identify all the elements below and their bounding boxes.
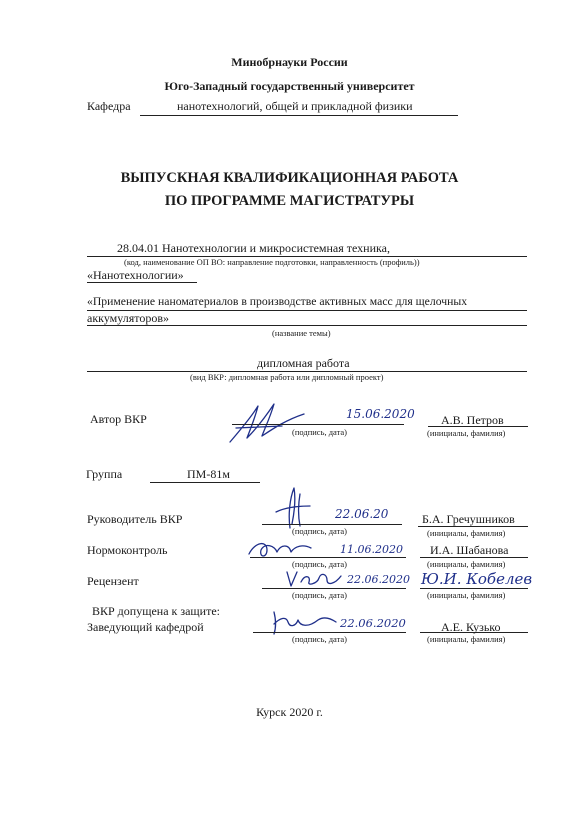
profile-underline (87, 282, 197, 283)
work-type-hint: (вид ВКР: дипломная работа или дипломный проект) (190, 372, 384, 382)
author-name-hint: (инициалы, фамилия) (427, 428, 506, 438)
program-hint: (код, наименование ОП ВО: направление подготовки, направленность (профиль)) (124, 257, 420, 267)
program-code-name: 28.04.01 Нанотехнологии и микросистемная техника, (117, 241, 390, 255)
department-name: нанотехнологий, общей и прикладной физики (177, 99, 413, 113)
author-sign-hint: (подпись, дата) (292, 427, 348, 437)
supervisor-name-underline (418, 526, 528, 527)
reviewer-name-underline (420, 588, 528, 589)
normcontrol-date: 11.06.2020 (340, 543, 403, 556)
topic-line2: аккумуляторов» (87, 311, 169, 325)
normcontrol-name: И.А. Шабанова (430, 543, 509, 557)
department-label: Кафедра (87, 99, 131, 113)
normcontrol-name-underline (420, 557, 528, 558)
author-signature (222, 398, 322, 448)
head-sign-hint: (подпись, дата) (292, 634, 348, 644)
ministry: Минобрнауки России (231, 55, 348, 69)
reviewer-date: 22.06.2020 (347, 573, 410, 586)
topic-line1: «Применение наноматериалов в производстве активных масс для щелочных (87, 295, 468, 308)
reviewer-name-hint: (инициалы, фамилия) (427, 590, 506, 600)
supervisor-sign-underline (262, 524, 402, 525)
city-year: Курск 2020 г. (256, 705, 323, 719)
author-sign-underline (232, 424, 404, 425)
author-name: А.В. Петров (441, 413, 504, 427)
reviewer-sign-underline (262, 588, 406, 589)
reviewer-label: Рецензент (87, 574, 139, 588)
topic-hint: (название темы) (272, 328, 331, 338)
author-label: Автор ВКР (90, 412, 147, 426)
topic-underline2 (87, 325, 527, 326)
supervisor-label: Руководитель ВКР (87, 512, 183, 526)
supervisor-date: 22.06.20 (335, 507, 389, 521)
work-type-value: дипломная работа (257, 356, 350, 370)
head-sign-underline (253, 632, 406, 633)
head-name-hint: (инициалы, фамилия) (427, 634, 506, 644)
normcontrol-name-hint: (инициалы, фамилия) (427, 559, 506, 569)
university-name: Юго-Западный государственный университет (164, 79, 415, 93)
normcontrol-sign-underline (250, 557, 406, 558)
author-name-underline (428, 426, 528, 427)
work-title-line1: ВЫПУСКНАЯ КВАЛИФИКАЦИОННАЯ РАБОТА (120, 170, 459, 186)
reviewer-signature (283, 566, 345, 590)
program-profile: «Нанотехнологии» (87, 268, 184, 282)
author-date: 15.06.2020 (346, 407, 415, 421)
reviewer-sign-hint: (подпись, дата) (292, 590, 348, 600)
group-label: Группа (86, 467, 123, 481)
normcontrol-label: Нормоконтроль (87, 543, 168, 557)
supervisor-name: Б.А. Гречушников (422, 512, 515, 526)
supervisor-sign-hint: (подпись, дата) (292, 526, 348, 536)
admitted-label: ВКР допущена к защите: (92, 604, 220, 618)
work-title-line2: ПО ПРОГРАММЕ МАГИСТРАТУРЫ (164, 193, 415, 209)
normcontrol-sign-hint: (подпись, дата) (292, 559, 348, 569)
head-date: 22.06.2020 (340, 616, 406, 630)
head-name: А.Е. Кузько (441, 620, 501, 634)
head-name-underline (420, 632, 528, 633)
group-value: ПМ-81м (187, 467, 230, 481)
supervisor-name-hint: (инициалы, фамилия) (427, 528, 506, 538)
group-underline (150, 482, 260, 483)
head-label: Заведующий кафедрой (87, 620, 204, 634)
department-underline (140, 115, 458, 116)
reviewer-name: Ю.И. Кобелев (421, 570, 533, 588)
